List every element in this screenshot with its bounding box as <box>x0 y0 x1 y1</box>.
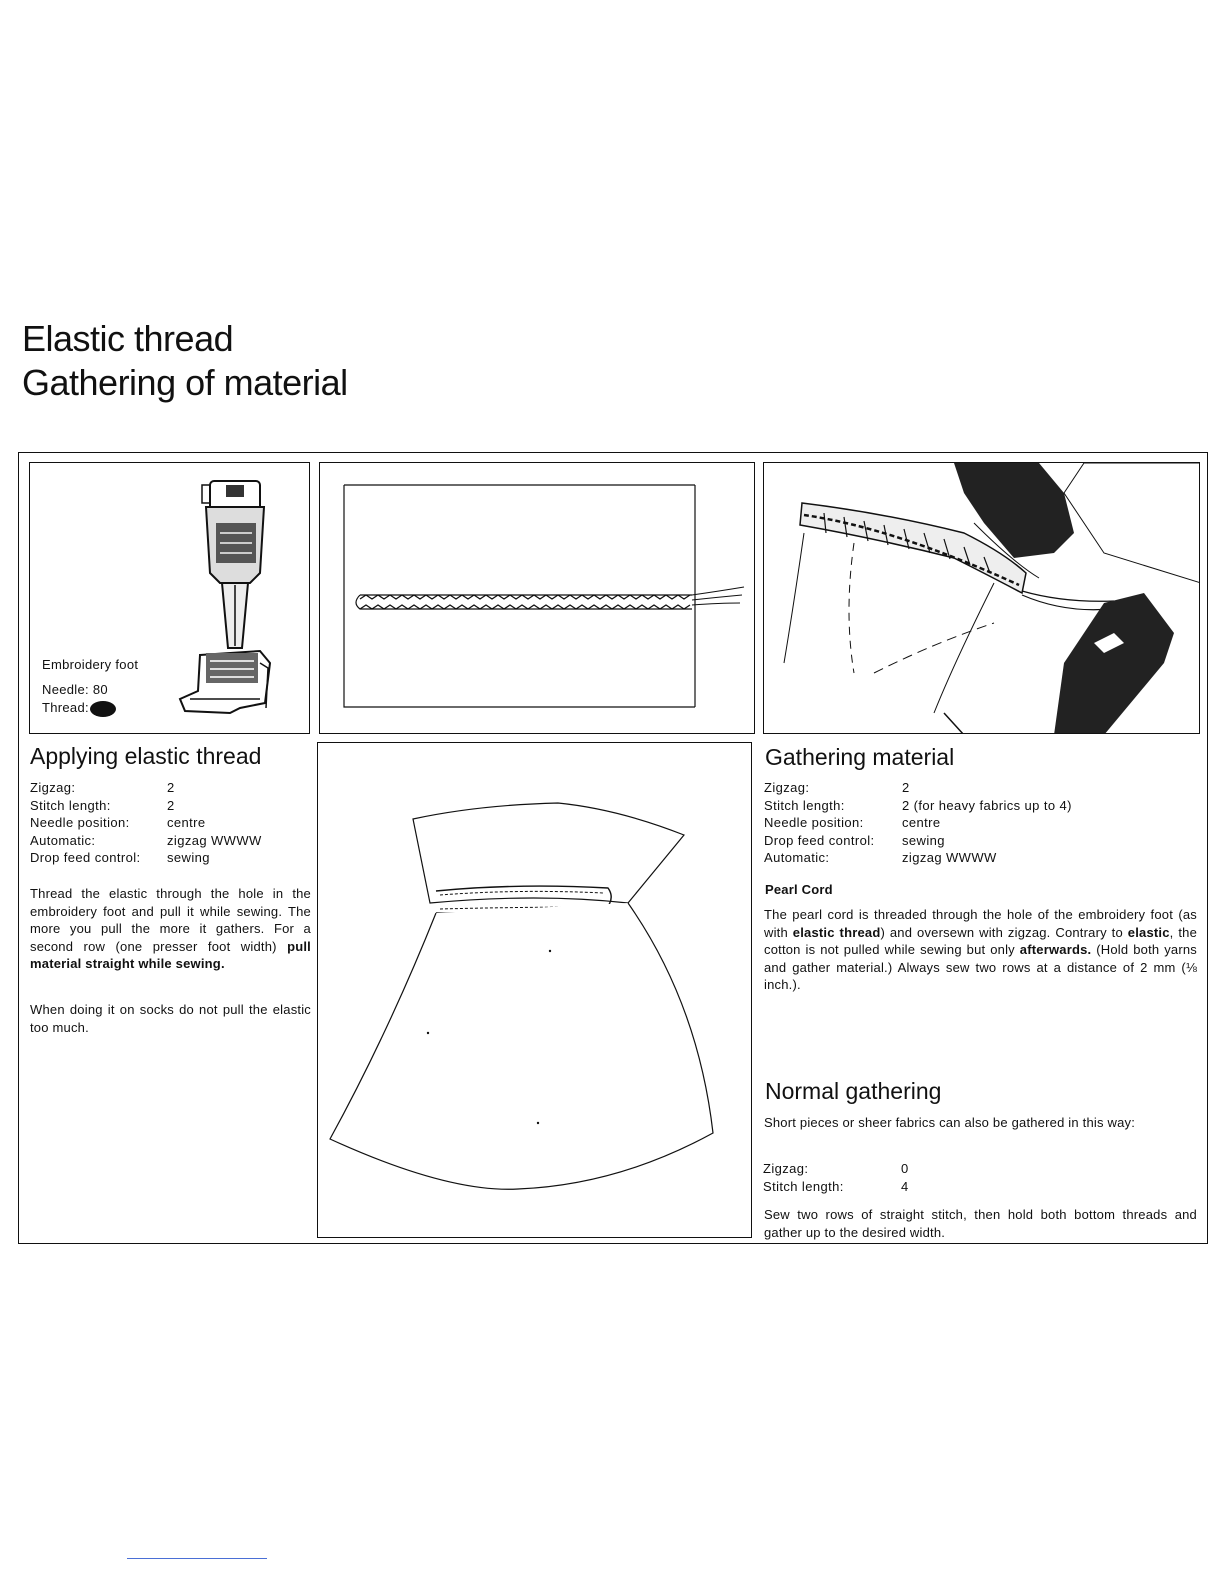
normal-gathering-settings <box>763 1160 909 1195</box>
setting-value: zigzag WWWW <box>902 850 997 865</box>
setting-row <box>764 814 1072 832</box>
setting-key: Needle position: <box>30 815 130 830</box>
zigzag-sample-panel <box>319 462 755 734</box>
pearl-cord-heading: Pearl Cord <box>765 882 833 897</box>
zigzag-stitch-line <box>360 595 690 609</box>
setting-value: 2 <box>167 780 175 795</box>
pearl-cord-instructions <box>764 906 1197 994</box>
setting-row <box>30 797 262 815</box>
setting-key: Zigzag: <box>30 780 76 795</box>
setting-row <box>764 797 1072 815</box>
pearl-emphasis: elastic thread <box>792 924 881 940</box>
setting-row <box>764 779 1072 797</box>
setting-row <box>764 849 1072 867</box>
setting-value: centre <box>902 815 941 830</box>
setting-value: 2 <box>167 797 175 813</box>
setting-row <box>764 832 1072 850</box>
gathered-fabric-panel <box>317 742 752 1238</box>
needle-label: Needle: 80 <box>42 682 108 697</box>
applying-emphasis: pull material straight while sewing <box>30 938 311 971</box>
setting-value: 2 (for heavy fabrics up to 4) <box>902 797 1072 813</box>
gathering-hands-illustration <box>764 463 1200 734</box>
setting-row <box>30 779 262 797</box>
setting-row <box>30 814 262 832</box>
embroidery-foot-panel <box>29 462 310 734</box>
gathering-settings <box>764 779 1072 867</box>
setting-value: 4 <box>901 1178 909 1194</box>
foot-name-label: Embroidery foot <box>42 657 139 672</box>
setting-value: 0 <box>901 1161 909 1176</box>
setting-value: 2 <box>902 780 910 795</box>
footer-rule <box>127 1558 267 1559</box>
setting-value: zigzag WWWW <box>167 832 262 848</box>
thread-blob-icon <box>89 701 117 717</box>
normal-gathering-intro: Short pieces or sheer fabrics can also be gathered in this way: <box>764 1115 1136 1130</box>
applying-settings <box>30 779 262 867</box>
setting-value: centre <box>167 815 206 830</box>
page-title-line1: Elastic thread <box>22 318 234 359</box>
setting-row <box>763 1160 909 1178</box>
pearl-text: ) and oversewn with zigzag. Contrary to <box>880 924 1128 940</box>
applying-instructions <box>30 885 311 973</box>
pearl-text: The pearl cord is threaded through the hole of the embroidery foot (as with <box>764 907 1197 940</box>
thread-label: Thread: <box>42 700 89 715</box>
setting-row <box>30 849 262 867</box>
setting-key: Needle position: <box>764 815 864 830</box>
pearl-emphasis: afterwards. <box>1019 942 1092 957</box>
gathered-fabric-illustration <box>318 743 752 1238</box>
setting-key: Zigzag: <box>764 780 810 795</box>
normal-gathering-instructions: Sew two rows of straight stitch, then hold both bottom threads and gather up to the desired width. <box>764 1207 1197 1240</box>
pearl-emphasis: elastic <box>1127 924 1170 940</box>
setting-row <box>30 832 262 850</box>
applying-heading: Applying elastic thread <box>30 743 262 769</box>
setting-key: Automatic: <box>30 832 96 848</box>
setting-key: Stitch length: <box>764 797 845 813</box>
setting-key: Drop feed control: <box>30 850 141 865</box>
gathering-hands-panel <box>763 462 1200 734</box>
setting-key: Stitch length: <box>763 1178 844 1194</box>
applying-socks-note: When doing it on socks do not pull the elastic too much. <box>30 1002 311 1035</box>
setting-key: Zigzag: <box>763 1161 809 1176</box>
setting-row <box>763 1178 909 1196</box>
applying-period: . <box>220 956 225 971</box>
setting-value: sewing <box>167 850 210 865</box>
pearl-text: (Hold both yarns and gather material.) Always sew two rows at a distance of 2 mm (⅛ inch.). <box>764 942 1197 992</box>
normal-gathering-heading: Normal gathering <box>765 1078 942 1104</box>
pearl-text: , the cotton is not pulled while sewing but only <box>764 924 1198 957</box>
gathering-heading: Gathering material <box>765 744 955 770</box>
setting-key: Stitch length: <box>30 797 111 813</box>
applying-text: Thread the elastic through the hole in the embroidery foot and pull it while sewing. The more you pull the more it gathers. For a second row (one presser foot width) <box>30 886 311 954</box>
setting-key: Automatic: <box>764 850 830 865</box>
setting-key: Drop feed control: <box>764 832 875 848</box>
zigzag-sample-illustration <box>320 463 755 734</box>
page-title-line2: Gathering of material <box>22 362 348 403</box>
setting-value: sewing <box>902 832 945 848</box>
